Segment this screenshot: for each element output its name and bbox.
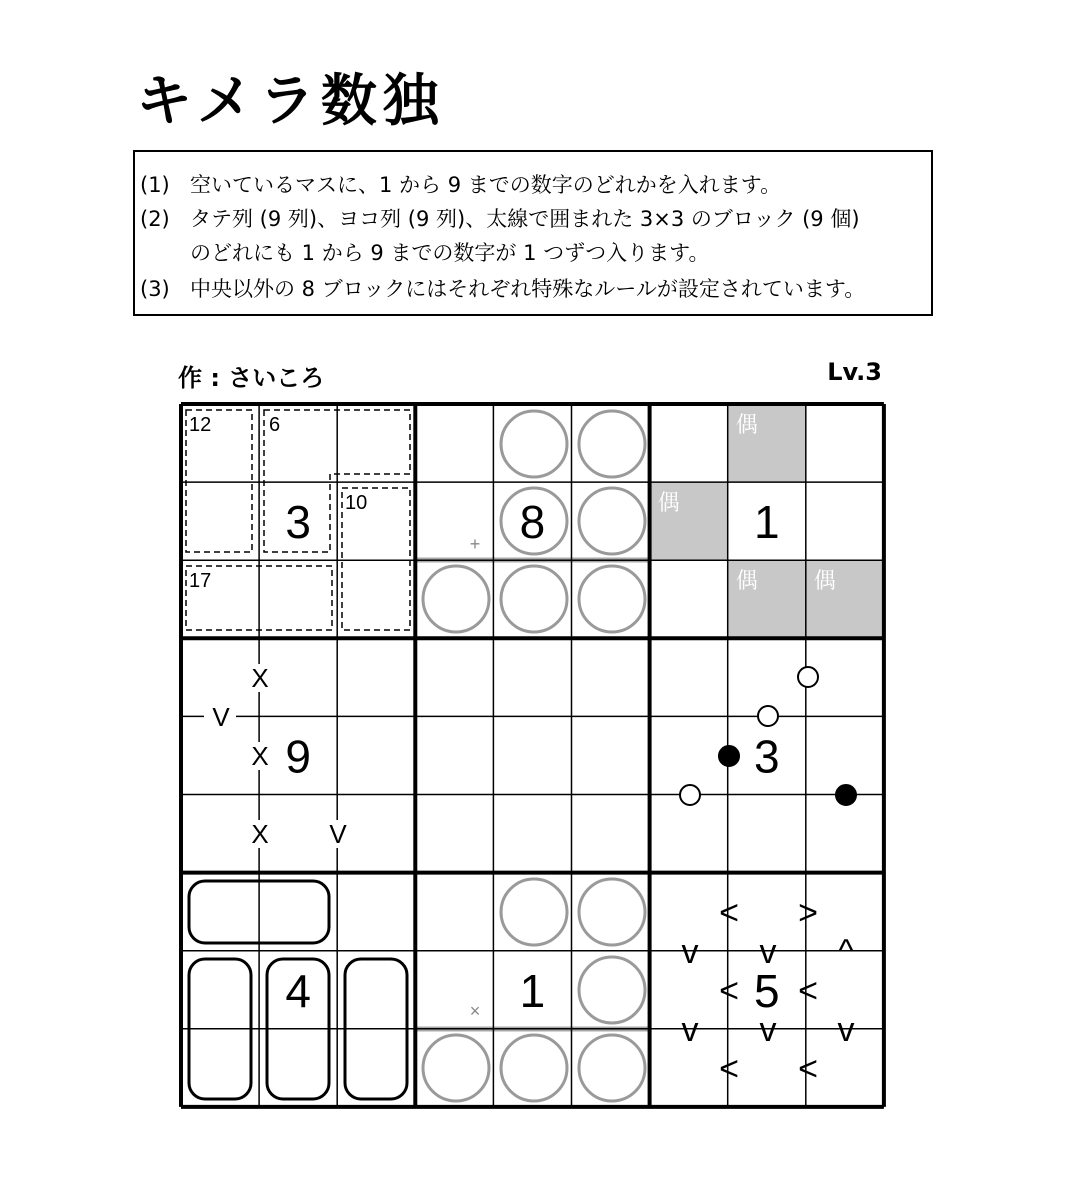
given-digits [285,496,779,1017]
inequality-sign: v [681,933,699,971]
circle-cell [579,411,645,477]
inequality-sign: < [719,1050,739,1088]
rule-number: (2) [140,207,170,231]
puzzle-title: キメラ数独 [136,69,445,134]
black-dot [719,746,739,766]
circle-cell [579,957,645,1023]
given-digit: 3 [753,730,780,783]
inequality-sign: v [759,1011,777,1049]
cage-label: 12 [189,414,212,436]
xv-mark: V [329,819,347,849]
cage-label: 17 [189,570,212,592]
circle-cell [423,566,489,632]
white-dot [798,667,818,687]
given-digit: 3 [285,496,311,549]
times-mark: × [469,1001,481,1021]
circle-cell [579,879,645,945]
given-digit: 8 [519,496,546,549]
white-dot [758,706,778,726]
circle-cell [579,566,645,632]
rule-number: (3) [140,277,170,301]
inequality-sign: < [719,972,739,1010]
inequality-sign: ^ [838,933,854,971]
circle-cell [501,1035,567,1101]
even-cell-label: 偶 [735,568,758,594]
plus-mark: + [469,534,481,554]
rule-number: (1) [140,173,170,197]
circle-cell [501,879,567,945]
xv-mark: X [251,663,269,693]
circle-cell [501,566,567,632]
rule-text: タテ列 (9 列)、ヨコ列 (9 列)、太線で囲まれた 3×3 のブロック (9 個) [190,207,860,231]
xv-mark: V [212,702,230,732]
given-digit: 1 [519,964,546,1017]
author-credit: 作 : さいころ [178,364,325,392]
inequality-sign: > [798,894,818,932]
white-dot [680,785,700,805]
even-cell-label: 偶 [735,412,758,437]
circle-cell [579,1035,645,1101]
circle-cell [501,411,567,477]
xv-mark: X [251,741,269,771]
xv-marks [204,663,352,849]
given-digit: 4 [285,964,311,1017]
circle-cell [579,488,645,554]
rule-text: 中央以外の 8 ブロックにはそれぞれ特殊なルールが設定されています。 [190,277,866,301]
inequality-sign: v [759,933,777,971]
black-dot [836,785,856,805]
cage-label: 10 [345,492,368,514]
cage-label: 6 [269,414,281,436]
given-digit: 5 [753,964,780,1017]
even-cell-label: 偶 [657,490,680,516]
inequality-sign: < [798,972,818,1010]
rule-text: 空いているマスに、1 から 9 までの数字のどれかを入れます。 [190,173,782,197]
rule-text: のどれにも 1 から 9 までの数字が 1 つずつ入ります。 [190,241,710,265]
inequality-sign: v [837,1011,855,1049]
circle-cell [423,1035,489,1101]
small-marks [470,534,481,1021]
given-digit: 1 [753,496,780,549]
given-digit: 9 [285,730,311,783]
even-cell-label: 偶 [813,568,836,594]
inequality-sign: < [798,1050,818,1088]
inequality-sign: v [681,1011,699,1049]
xv-mark: X [251,819,269,849]
difficulty-level: Lv.3 [827,358,882,386]
inequality-sign: < [719,894,739,932]
